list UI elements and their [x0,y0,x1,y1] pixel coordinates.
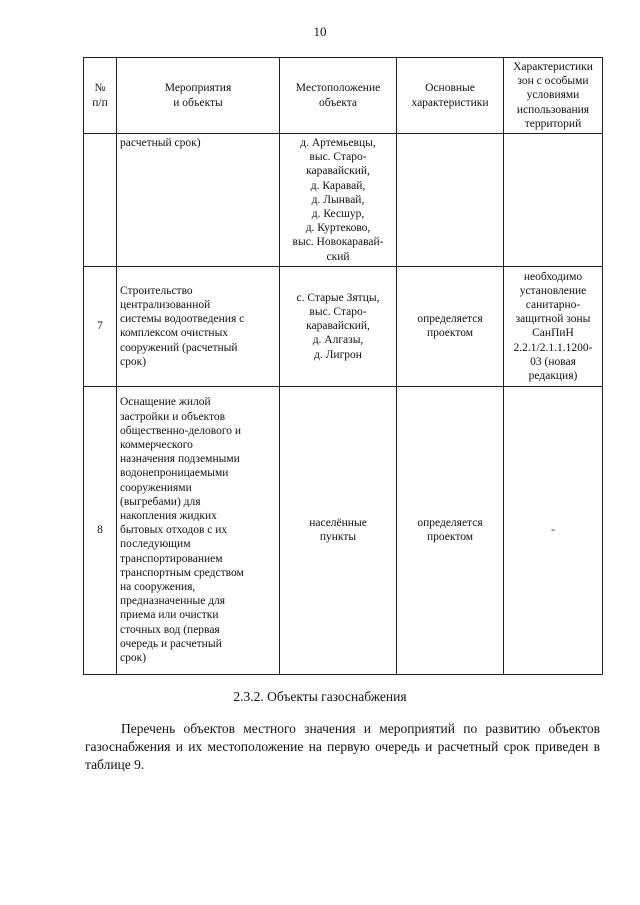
header-zones: Характеристики зон с особыми условиями использования территорий [504,58,603,134]
row-characteristics: определяется проектом [397,266,504,386]
page-number: 10 [313,24,327,39]
row-number: 7 [84,266,117,386]
row-zones: необходимо установление санитарно- защитной зоны СанПиН 2.2.1/2.1.1.1200- 03 (новая редакция) [504,266,603,386]
row-location: д. Артемьевцы, выс. Старо- каравайский, д. Каравай, д. Лынвай, д. Кесшур, д. Куртеково, выс. Новокаравай- ский [280,134,397,267]
section-heading: 2.3.2. Объекты газоснабжения [233,689,407,704]
header-measures: Мероприятия и объекты [117,58,280,134]
row-location: населённые пункты [280,386,397,674]
header-characteristics: Основные характеристики [397,58,504,134]
table-row [84,134,603,267]
row-zones: - [504,386,603,674]
table-row [84,266,603,386]
row-characteristics: определяется проектом [397,386,504,674]
body-paragraph: Перечень объектов местного значения и мероприятий по развитию объектов газоснабжения и их местоположение на первую очередь и расчетный срок приведен в таблице 9. [85,721,600,772]
row-number: 8 [84,386,117,674]
table-row [84,386,603,674]
header-location: Местоположение объекта [280,58,397,134]
row-measure: Оснащение жилой застройки и объектов общественно-делового и коммерческого назначения подземными водонепроницаемыми сооружениями (выгребами) для накопления жидких бытовых отходов с их последующим транспортированием транспортным средством на сооружения, предназначенные для приема или очистки сточных вод (первая очередь и расчетный срок) [117,386,280,674]
row-number [84,134,117,267]
row-characteristics [397,134,504,267]
row-zones [504,134,603,267]
row-measure: расчетный срок) [117,134,280,267]
row-location: с. Старые Зятцы, выс. Старо- каравайский, д. Алгазы, д. Лигрон [280,266,397,386]
measures-table [83,57,603,675]
table-header-row [84,58,603,134]
row-measure: Строительство централизованной системы водоотведения с комплексом очистных сооружений (расчетный срок) [117,266,280,386]
header-number: № п/п [84,58,117,134]
